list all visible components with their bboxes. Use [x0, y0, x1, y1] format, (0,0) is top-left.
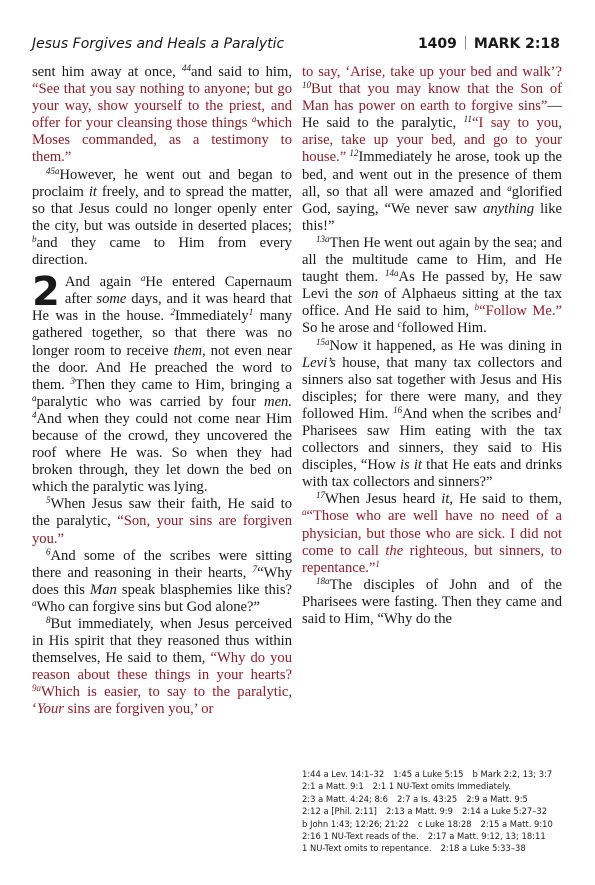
verse-number: 9	[32, 683, 37, 694]
text-run: “Why does this	[32, 564, 292, 598]
text-run: 2:13 a Matt. 9:9	[385, 806, 453, 817]
text-run: b Mark 2:2, 13; 3:7	[472, 769, 553, 779]
paragraph-2-13	[302, 235, 562, 338]
paragraph-1-45	[32, 167, 292, 270]
text-run: Immediately he arose, took up the bed, and went out in the presence of them all, so that all were amazed and	[302, 149, 563, 200]
text-run: He said to them,	[453, 491, 562, 508]
text-run: 2:9 a Matt. 9:5	[466, 793, 528, 804]
page-number: 1409	[417, 36, 457, 52]
text-run: 2:14 a Luke 5:27–32	[461, 806, 548, 817]
verse-number: 11	[463, 114, 472, 125]
cross-ref-marker: c	[397, 319, 402, 330]
verse-number: 4	[32, 409, 37, 420]
running-header	[32, 36, 560, 56]
text-run: sent him away at once,	[32, 64, 182, 80]
note-line	[302, 830, 564, 842]
verse-number: 18	[316, 575, 325, 586]
words-of-christ: “Follow Me.”	[479, 303, 562, 320]
paragraph-1-44	[32, 64, 292, 167]
verse-number: 8	[46, 615, 51, 625]
text-run: and said to him,	[190, 64, 292, 80]
verse-number: 15	[316, 336, 325, 347]
cross-ref-marker: a	[36, 683, 41, 694]
italic-text: it,	[441, 491, 454, 508]
text-run: paralytic who was carried by four	[36, 393, 265, 410]
text-run: 1:45 a Luke 5:15	[393, 769, 464, 779]
words-of-christ: Which is easier, to say to the paralytic, ‘	[32, 684, 292, 718]
text-run: followed Him.	[401, 320, 487, 337]
paragraph-2-17	[302, 491, 562, 576]
cross-ref-marker: b	[474, 302, 480, 313]
text-run: speak blasphemies like this?	[116, 581, 292, 598]
verse-number: 12	[346, 148, 359, 159]
text-run: When Jesus heard	[325, 491, 442, 508]
italic-text: son	[358, 286, 379, 303]
text-run: 2:3 a Matt. 4:24; 8:6	[302, 793, 388, 804]
note-line	[302, 793, 564, 805]
paragraph-2-8	[32, 616, 292, 719]
text-run: And some of the scribes were sitting there and reasoning in their hearts,	[32, 547, 292, 581]
text-run: 2:7 a Is. 43:25	[396, 793, 458, 804]
header-divider	[465, 36, 466, 49]
cross-ref-marker: a	[325, 336, 330, 347]
words-of-christ: to say, ‘Arise, take up your bed and walk’?	[302, 64, 562, 80]
paragraph-chapter-2	[32, 269, 292, 496]
text-run: of Alphaeus sitting at the tax office. And He said to him,	[302, 286, 562, 320]
verse-number: 7	[252, 563, 258, 574]
cross-ref-marker: a	[325, 233, 330, 244]
verse-number: 14	[385, 268, 395, 279]
text-run: and they came to Him from every direction.	[32, 234, 292, 269]
footnote-marker: 1	[248, 307, 254, 318]
italic-text: anything	[483, 200, 535, 217]
note-line	[302, 818, 564, 830]
paragraph-2-5	[32, 496, 292, 547]
right-column	[302, 64, 562, 628]
text-run: 2:1 a Matt. 9:1	[302, 781, 364, 792]
italic-text: it	[88, 183, 97, 200]
text-run: 2:17 a Matt. 9:12, 13; 18:11	[427, 831, 546, 842]
italic-text: Levi’s	[302, 354, 336, 371]
paragraph-2-15	[302, 338, 562, 492]
text-run: And when they could not come near Him because of the crowd, they uncovered the roof where He was. So when they had broken through, they let down the bed on which the paralytic was lying.	[32, 410, 292, 496]
text-run: Then they came to Him, bringing a	[75, 376, 292, 393]
text-run: —He said to the paralytic,	[302, 98, 562, 132]
note-line	[302, 768, 564, 780]
cross-ref-marker: a	[140, 273, 146, 284]
verse-number: 17	[316, 490, 325, 501]
text-run: As He passed by, He saw Levi the	[302, 269, 562, 303]
verse-number: 16	[393, 404, 403, 415]
words-of-christ: “See that you say nothing to anyone; but go your way, show yourself to the priest, and offer for your cleansing those things	[32, 81, 292, 132]
text-run: like this!”	[302, 200, 562, 234]
cross-reference-notes	[302, 768, 564, 855]
text-run: freely, and to spread the matter, so that Jesus could no longer openly enter the city, but was outside in deserted places;	[32, 183, 292, 234]
words-of-christ: which Moses commanded, as a testimony to them.”	[32, 115, 292, 166]
note-line	[302, 805, 564, 817]
text-run: 2:18 a Luke 5:33–38	[440, 843, 526, 854]
cross-ref-marker: a	[251, 114, 257, 125]
footnote-marker: 1	[557, 404, 562, 415]
words-of-christ: “Son, your sins are forgiven you.”	[32, 513, 293, 547]
cross-ref-marker: a	[55, 165, 60, 176]
text-run: days, and it was heard that He was in the house.	[32, 291, 292, 325]
words-of-christ: “Why do you reason about these things in your hearts?	[32, 650, 292, 684]
text-run: Pharisees saw Him eating with the tax collectors and sinners, they said to His disciples, “How	[302, 422, 562, 474]
left-column	[32, 64, 292, 719]
verse-number: 45	[46, 165, 55, 176]
cross-ref-marker: b	[32, 233, 37, 244]
section-title: Jesus Forgives and Heals a Paralytic	[32, 36, 285, 52]
text-run: And when the scribes and	[402, 405, 558, 422]
note-line	[302, 842, 564, 854]
cross-ref-marker: a	[32, 597, 37, 608]
cross-ref-marker: a	[325, 575, 330, 586]
words-of-christ: righteous, but sinners, to repentance.”	[302, 542, 562, 576]
text-run: 2:1 1 NU-Text omits Immediately.	[372, 781, 511, 792]
text-run: Who can forgive sins but God alone?”	[36, 598, 260, 615]
book-chapter-verse: MARK 2:18	[473, 36, 560, 52]
paragraph-2-18	[302, 577, 562, 628]
cross-ref-marker: a	[302, 507, 307, 518]
cross-ref-marker: a	[32, 392, 37, 403]
cross-ref-marker: a	[507, 182, 512, 193]
verse-number: 10	[302, 80, 311, 91]
text-run: c Luke 18:28	[417, 818, 472, 829]
italic-text: them,	[173, 342, 206, 359]
text-run: glorified God, saying, “We never saw	[302, 183, 562, 217]
text-run: that He eats and drinks with tax collectors and sinners?”	[302, 457, 563, 491]
footnote-marker: 1	[375, 558, 380, 569]
text-run: When Jesus saw their faith, He said to the paralytic,	[32, 496, 292, 530]
verse-number: 2	[170, 307, 175, 318]
text-run: house, that many tax collectors and sinners also sat together with Jesus and His disciples; for there were many, and they followed Him.	[302, 354, 562, 422]
paragraph-2-6	[32, 548, 292, 616]
italic-text: men.	[264, 393, 292, 410]
text-run: 1 NU-Text omits to repentance.	[302, 843, 432, 854]
text-run: He entered Capernaum after	[64, 274, 292, 308]
text-run: However, he went out and began to proclaim	[32, 166, 292, 200]
cross-ref-marker: a	[394, 268, 399, 279]
italic-text: the	[385, 542, 404, 559]
paragraph-2-9-cont	[302, 64, 562, 235]
words-of-christ: “I say to you, arise, take up your bed, and go to your house.”	[302, 115, 562, 166]
words-of-christ: But that you may know that the Son of Man has power on earth to forgive sins”	[302, 81, 562, 115]
text-run: 2:15 a Matt. 9:10	[480, 818, 553, 829]
chapter-number: 2	[32, 269, 60, 316]
text-run: So he arose and	[302, 320, 398, 337]
verse-number: 6	[46, 546, 51, 557]
italic-text: Man	[90, 581, 117, 598]
italic-text: Your	[36, 701, 64, 718]
text-run: many gathered together, so that there was no longer room to receive	[32, 308, 292, 359]
page-reference	[418, 36, 560, 52]
text-run: Immediately	[174, 308, 249, 325]
text-run: Then He went out again by the sea; and all the multitude came to Him, and He taught them.	[302, 234, 562, 286]
words-of-christ: sins are forgiven you,’ or	[63, 701, 214, 718]
verse-number: 13	[316, 233, 325, 244]
text-run: 1:44 a Lev. 14:1–32	[302, 769, 385, 779]
text-run: Now it happened, as He was dining in	[329, 337, 562, 354]
text-run: 2:12 a [Phil. 2:11]	[302, 806, 377, 817]
text-run: not even near the door. And He preached the word to them.	[32, 342, 292, 393]
verse-number: 44	[181, 63, 191, 73]
text-run: 2:16 1 NU-Text reads of the.	[302, 831, 419, 842]
italic-text: some	[96, 291, 127, 308]
text-run: The disciples of John and of the Pharisees were fasting. Then they came and said to Him, “Why do the	[302, 576, 562, 627]
text-run: But immediately, when Jesus perceived in His spirit that they reasoned thus within themselves, He said to them,	[32, 616, 292, 667]
verse-number: 3	[70, 375, 76, 386]
verse-number: 5	[46, 495, 51, 506]
words-of-christ: “Those who are well have no need of a physician, but those who are sick. I did not come to call	[302, 508, 562, 559]
text-run: And again	[64, 274, 141, 291]
italic-text: is it	[399, 457, 422, 474]
note-line	[302, 780, 564, 792]
text-run: b John 1:43; 12:26; 21:22	[302, 818, 409, 829]
